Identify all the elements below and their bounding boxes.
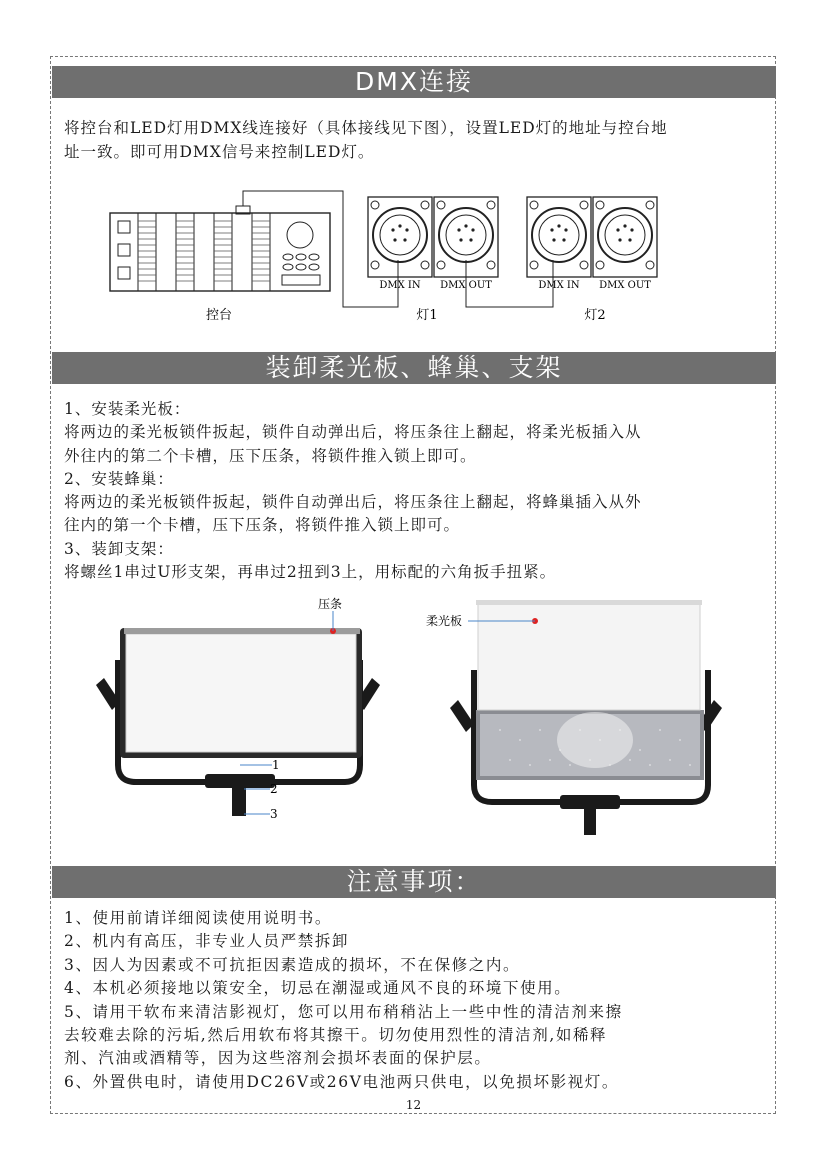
note-item: 6、外置供电时，请使用DC26V或26V电池两只供电，以免损坏影视灯。	[64, 1072, 619, 1091]
section-title-install: 装卸柔光板、蜂巢、支架	[52, 352, 776, 384]
light-2-ports	[527, 197, 657, 291]
note-item: 去较难去除的污垢,然后用软布将其擦干。切勿使用烈性的清洁剂,如稀释	[64, 1026, 608, 1045]
light-1-label: 灯1	[416, 308, 438, 323]
install-line: 往内的第一个卡槽，压下压条，将锁件推入锁上即可。	[64, 516, 461, 535]
install-line: 将螺丝1串过U形支架，再串过2扭到3上，用标配的六角扳手扭紧。	[64, 563, 557, 582]
light-2-label: 灯2	[584, 308, 606, 323]
light-1-ports	[368, 197, 498, 291]
note-item: 3、因人为因素或不可抗拒因素造成的损坏，不在保修之内。	[64, 955, 521, 974]
console-label: 控台	[205, 308, 233, 323]
install-line: 将两边的柔光板锁件扳起，锁件自动弹出后，将压条往上翻起，将柔光板插入从	[64, 423, 642, 442]
diffuser-label: 柔光板	[425, 614, 463, 628]
dmx-intro-line-1: 将控台和LED灯用DMX线连接好（具体接线见下图），设置LED灯的地址与控台地	[64, 119, 668, 137]
install-line: 3、装卸支架：	[64, 539, 174, 558]
note-item: 4、本机必须接地以策安全，切忌在潮湿或通风不良的环境下使用。	[64, 979, 572, 998]
part-number-2: 2	[270, 782, 278, 796]
part-number-3: 3	[270, 807, 278, 821]
product-photos	[0, 590, 827, 840]
install-line: 1、安装柔光板：	[64, 400, 191, 418]
dmx-intro-line-2: 址一致。即可用DMX信号来控制LED灯。	[64, 143, 375, 161]
note-item: 2、机内有高压，非专业人员严禁拆卸	[64, 932, 350, 951]
console-illustration	[110, 206, 330, 291]
notes-list	[64, 907, 764, 1094]
page-number: 12	[405, 1098, 422, 1112]
section-title-notes: 注意事项：	[52, 866, 776, 898]
light-panel-open-photo	[426, 600, 722, 835]
light-1-port-in-label: DMX IN	[379, 280, 421, 291]
install-line: 外往内的第二个卡槽，压下压条，将锁件推入锁上即可。	[64, 446, 477, 465]
section-title-dmx: DMX连接	[52, 66, 776, 98]
light-2-port-out-label: DMX OUT	[599, 280, 651, 291]
pressure-bar-label: 压条	[317, 597, 343, 611]
note-item: 1、使用前请详细阅读使用说明书。	[64, 909, 332, 927]
dmx-wiring-diagram	[0, 185, 827, 335]
install-instructions	[64, 398, 764, 584]
install-line: 将两边的柔光板锁件扳起，锁件自动弹出后，将压条往上翻起，将蜂巢插入从外	[64, 493, 642, 512]
light-panel-front-photo	[96, 597, 380, 821]
light-2-port-in-label: DMX IN	[538, 280, 580, 291]
note-item: 5、请用干软布来清洁影视灯，您可以用布稍稍沾上一些中性的清洁剂来擦	[64, 1002, 623, 1021]
install-line: 2、安装蜂巢：	[64, 469, 174, 488]
note-item: 剂、汽油或酒精等，因为这些溶剂会损坏表面的保护层。	[64, 1049, 492, 1068]
light-1-port-out-label: DMX OUT	[440, 280, 492, 291]
part-number-1: 1	[272, 758, 280, 772]
dmx-intro	[64, 116, 764, 164]
